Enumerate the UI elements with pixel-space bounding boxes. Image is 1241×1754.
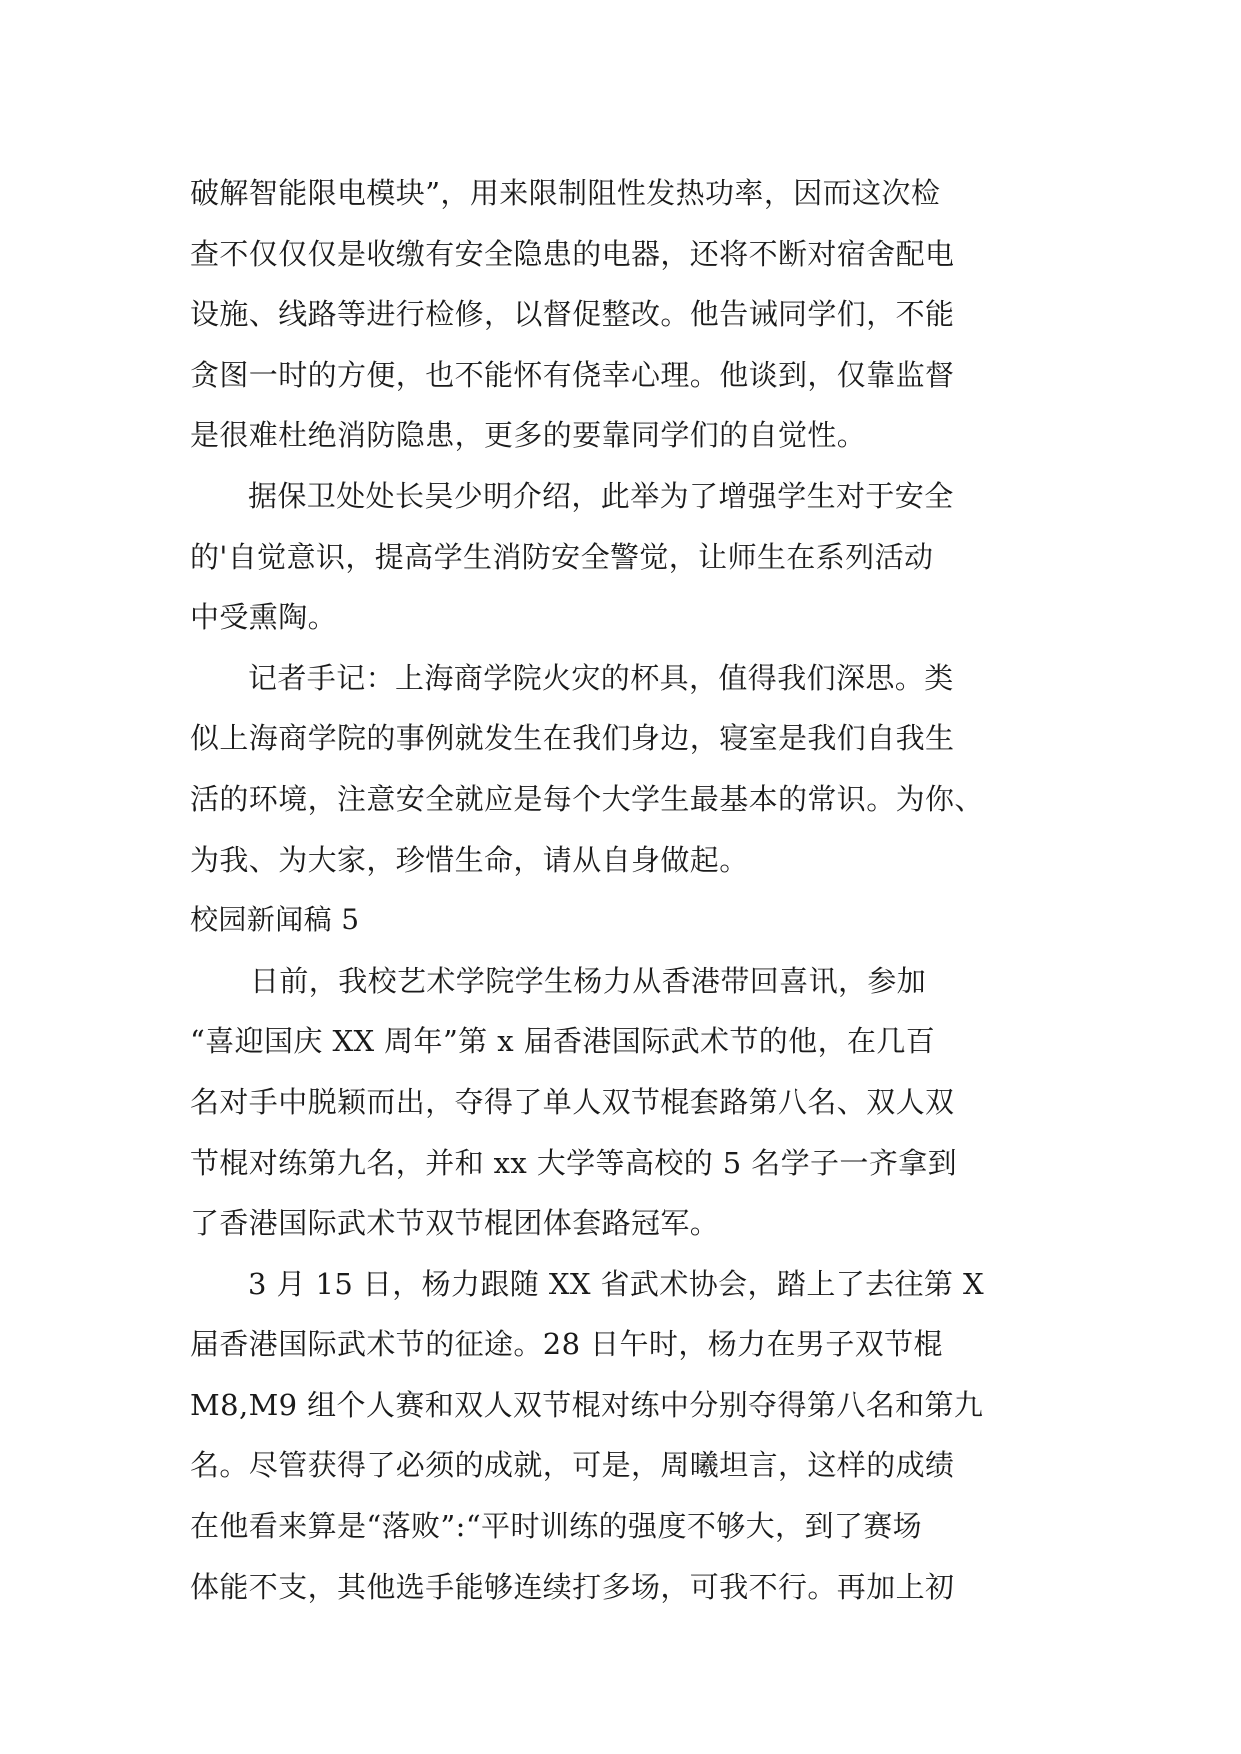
paragraph-line: M8,M9 组个人赛和双人双节棍对练中分别夺得第八名和第九 [190,1387,984,1422]
paragraph-line: 似上海商学院的事例就发生在我们身边，寝室是我们自我生 [190,721,955,756]
document-body [190,163,1050,1617]
paragraph-first-line: 据保卫处处长吴少明介绍，此举为了增强学生对于安全 [248,478,954,513]
paragraph-line: 节棍对练第九名，并和 xx 大学等高校的 5 名学子一齐拿到 [190,1145,958,1180]
paragraph-first-line: 日前，我校艺术学院学生杨力从香港带回喜讯，参加 [250,963,927,998]
paragraph-line: 为我、为大家，珍惜生命，请从自身做起。 [190,842,749,877]
paragraph-line: 设施、线路等进行检修，以督促整改。他告诫同学们，不能 [190,297,955,332]
paragraph-line: 破解智能限电模块”，用来限制阻性发热功率，因而这次检 [190,176,941,210]
paragraph-line: 中受熏陶。 [190,600,338,635]
paragraph-line: “喜迎国庆 XX 周年”第 x 届香港国际武术节的他，在几百 [190,1024,936,1059]
paragraph-line: 名。尽管获得了必须的成就，可是，周曦坦言，这样的成绩 [190,1448,955,1483]
paragraph-line: 了香港国际武术节双节棍团体套路冠军。 [190,1206,720,1241]
paragraph-line: 体能不支，其他选手能够连续打多场，可我不行。再加上初 [190,1569,955,1604]
paragraph-line: 名对手中脱颖而出，夺得了单人双节棍套路第八名、双人双 [190,1084,955,1119]
paragraph-first-line: 3 月 15 日，杨力跟随 XX 省武术协会，踏上了去往第 X [248,1266,984,1301]
paragraph-line: 的'自觉意识，提高学生消防安全警觉，让师生在系列活动 [190,539,934,574]
section-heading: 校园新闻稿 5 [190,903,360,937]
paragraph-line: 届香港国际武术节的征途。28 日午时，杨力在男子双节棍 [190,1327,943,1362]
paragraph-line: 贪图一时的方便，也不能怀有侥幸心理。他谈到，仅靠监督 [190,357,955,392]
paragraph-line: 是很难杜绝消防隐患，更多的要靠同学们的自觉性。 [190,418,867,453]
paragraph-line: 活的环境，注意安全就应是每个大学生最基本的常识。为你、 [190,781,984,816]
paragraph-first-line: 记者手记：上海商学院火灾的杯具，值得我们深思。类 [248,660,954,695]
paragraph-line: 查不仅仅仅是收缴有安全隐患的电器，还将不断对宿舍配电 [190,236,955,271]
paragraph-line: 在他看来算是“落败”:“平时训练的强度不够大，到了赛场 [190,1509,923,1544]
